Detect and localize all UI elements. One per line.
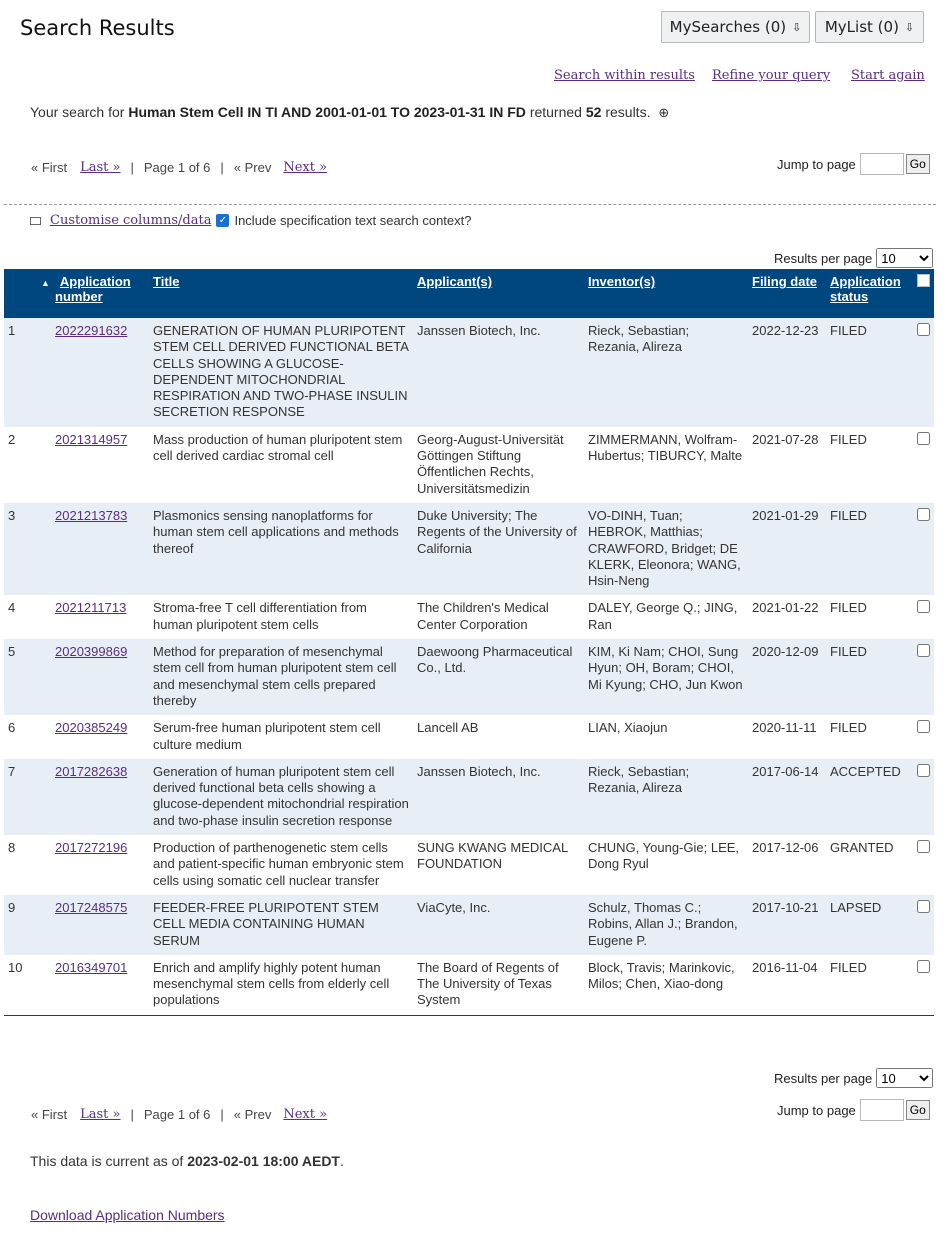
results-per-page-label: Results per page <box>774 250 873 266</box>
mylist-label: MyList (0) <box>824 18 899 36</box>
status-cell: FILED <box>826 715 913 759</box>
inventor-cell: KIM, Ki Nam; CHOI, Sung Hyun; OH, Boram; CHOI, Mi Kyung; CHO, Jun Kwon <box>584 639 748 715</box>
pager-first: « First <box>31 1107 68 1122</box>
results-per-page-select[interactable] <box>876 248 933 268</box>
search-within-results-link[interactable]: Search within results <box>554 68 695 83</box>
pager-next-link[interactable]: Next » <box>283 1107 328 1122</box>
filing-date-cell: 2017-12-06 <box>748 835 826 895</box>
select-cell <box>913 318 934 427</box>
title-cell: Method for preparation of mesenchymal stem cell from human pluripotent stem cell and mesenchymal stem cells prepared thereby <box>149 639 413 715</box>
application-number-cell <box>51 503 149 595</box>
results-per-page-bottom <box>774 1068 933 1088</box>
inventor-cell: ZIMMERMANN, Wolfram-Hubertus; TIBURCY, Malte <box>584 427 748 503</box>
filing-date-cell: 2022-12-23 <box>748 318 826 427</box>
application-number-cell <box>51 759 149 835</box>
applicant-cell: SUNG KWANG MEDICAL FOUNDATION <box>413 835 584 895</box>
select-all-checkbox[interactable] <box>917 274 930 287</box>
jump-label: Jump to page <box>777 156 856 172</box>
summary-count: 52 <box>585 104 602 120</box>
inventor-cell: Rieck, Sebastian; Rezania, Alireza <box>584 759 748 835</box>
download-application-numbers-link[interactable]: Download Application Numbers <box>30 1207 225 1223</box>
currency-prefix: This data is current as of <box>30 1153 184 1169</box>
select-cell <box>913 639 934 715</box>
title-cell: Mass production of human pluripotent stem cell derived cardiac stromal cell <box>149 427 413 503</box>
results-per-page-label: Results per page <box>774 1070 873 1086</box>
row-index: 1 <box>4 318 51 427</box>
header-app-number-line2: number <box>55 289 103 304</box>
applicant-cell: The Board of Regents of The University of Texas System <box>413 955 584 1015</box>
filing-date-cell: 2020-12-09 <box>748 639 826 715</box>
header-status-line1: Application <box>830 274 901 289</box>
jump-to-page-bottom <box>777 1099 930 1121</box>
table-row <box>4 835 934 895</box>
applicant-cell: Daewoong Pharmaceutical Co., Ltd. <box>413 639 584 715</box>
start-again-link[interactable]: Start again <box>851 68 925 83</box>
row-index: 6 <box>4 715 51 759</box>
status-cell: FILED <box>826 639 913 715</box>
header-applicants[interactable] <box>413 269 584 318</box>
table-row <box>4 955 934 1015</box>
pager-prev: « Prev <box>233 1107 272 1122</box>
pager-page-info: Page 1 of 6 <box>143 160 211 175</box>
header-filing-date-link[interactable]: Filing date <box>752 274 817 289</box>
inventor-cell: DALEY, George Q.; JING, Ran <box>584 595 748 639</box>
title-cell: Stroma-free T cell differentiation from human pluripotent stem cells <box>149 595 413 639</box>
select-cell <box>913 955 934 1015</box>
row-select-checkbox[interactable] <box>917 960 930 973</box>
table-row <box>4 503 934 595</box>
table-row <box>4 895 934 955</box>
application-number-cell <box>51 427 149 503</box>
sort-ascending-icon: ▲ <box>41 278 50 288</box>
status-cell: FILED <box>826 595 913 639</box>
applicant-cell: Lancell AB <box>413 715 584 759</box>
status-cell: FILED <box>826 318 913 427</box>
include-context-label: Include specification text search context? <box>234 213 472 228</box>
summary-prefix: Your search for <box>30 104 125 120</box>
application-number-cell <box>51 955 149 1015</box>
filing-date-cell: 2017-10-21 <box>748 895 826 955</box>
pager-first: « First <box>31 160 68 175</box>
filing-date-cell: 2021-01-22 <box>748 595 826 639</box>
jump-page-input[interactable] <box>860 1099 904 1121</box>
pager-separator: | <box>130 160 134 175</box>
application-number-link[interactable]: 2016349701 <box>55 959 128 975</box>
summary-suffix: results. <box>605 104 651 120</box>
results-per-page-top <box>774 248 933 268</box>
applicant-cell: Georg-August-Universität Göttingen Stiftung Öffentlichen Rechts, Universitätsmedizin <box>413 427 584 503</box>
application-number-link[interactable]: 2022291632 <box>55 323 128 338</box>
select-cell <box>913 427 934 503</box>
row-select-checkbox[interactable] <box>917 900 930 913</box>
pager-next-link[interactable]: Next » <box>283 160 328 175</box>
header-inventors[interactable] <box>584 269 748 318</box>
application-number-link[interactable]: 2021314957 <box>55 431 128 447</box>
select-cell <box>913 835 934 895</box>
filing-date-cell: 2016-11-04 <box>748 955 826 1015</box>
application-number-cell <box>51 715 149 759</box>
row-select-checkbox[interactable] <box>917 508 930 521</box>
application-number-cell <box>51 835 149 895</box>
application-number-cell <box>51 595 149 639</box>
table-row <box>4 715 934 759</box>
filing-date-cell: 2020-11-11 <box>748 715 826 759</box>
row-index: 4 <box>4 595 51 639</box>
inventor-cell: Schulz, Thomas C.; Robins, Allan J.; Brandon, Eugene P. <box>584 895 748 955</box>
title-cell: GENERATION OF HUMAN PLURIPOTENT STEM CELL DERIVED FUNCTIONAL BETA CELLS SHOWING A GLUCOSE-DEPENDENT MITOCHONDRIAL RESPIRATION AND TWO-PHASE INSULIN SECRETION RESPONSE <box>149 318 413 427</box>
header-applicants-link[interactable]: Applicant(s) <box>417 274 493 289</box>
select-cell <box>913 503 934 595</box>
download-arrow-icon: ⇩ <box>792 20 802 34</box>
jump-page-input[interactable] <box>860 153 904 175</box>
header-application-number-link[interactable] <box>55 274 131 304</box>
pager-bottom <box>31 1107 327 1122</box>
row-select-checkbox[interactable] <box>917 432 930 445</box>
application-number-link[interactable]: 2020399869 <box>55 644 128 660</box>
data-currency-note <box>30 1153 344 1169</box>
row-select-checkbox[interactable] <box>917 600 930 613</box>
table-row <box>4 427 934 503</box>
page-title: Search Results <box>20 16 175 40</box>
header-title[interactable] <box>149 269 413 318</box>
row-select-checkbox[interactable] <box>917 720 930 733</box>
status-cell: ACCEPTED <box>826 759 913 835</box>
mylist-button[interactable] <box>815 11 924 43</box>
applicant-cell: ViaCyte, Inc. <box>413 895 584 955</box>
application-number-cell <box>51 895 149 955</box>
applicant-cell: The Children's Medical Center Corporation <box>413 595 584 639</box>
results-per-page-select[interactable] <box>876 1068 933 1088</box>
status-cell: LAPSED <box>826 895 913 955</box>
status-cell: FILED <box>826 427 913 503</box>
header-filing-date[interactable] <box>748 269 826 318</box>
application-number-link[interactable]: 2021211713 <box>55 600 127 616</box>
row-index: 8 <box>4 835 51 895</box>
row-index: 3 <box>4 503 51 595</box>
search-summary <box>30 104 669 121</box>
select-cell <box>913 595 934 639</box>
title-cell: FEEDER-FREE PLURIPOTENT STEM CELL MEDIA CONTAINING HUMAN SERUM <box>149 895 413 955</box>
title-cell: Serum-free human pluripotent stem cell culture medium <box>149 715 413 759</box>
table-icon <box>30 217 41 225</box>
plus-icon[interactable]: ⊕ <box>658 106 670 121</box>
title-cell: Enrich and amplify highly potent human mesenchymal stem cells from elderly cell populations <box>149 955 413 1015</box>
inventor-cell: Rieck, Sebastian; Rezania, Alireza <box>584 318 748 427</box>
row-select-checkbox[interactable] <box>917 644 930 657</box>
inventor-cell: LIAN, Xiaojun <box>584 715 748 759</box>
applicant-cell: Janssen Biotech, Inc. <box>413 318 584 427</box>
select-cell <box>913 715 934 759</box>
application-number-cell <box>51 318 149 427</box>
pager-separator: | <box>220 160 224 175</box>
header-app-number-line1: Application <box>59 274 131 289</box>
inventor-cell: Block, Travis; Marinkovic, Milos; Chen, Xiao-dong <box>584 955 748 1015</box>
divider <box>4 204 936 205</box>
status-cell: FILED <box>826 503 913 595</box>
select-cell <box>913 759 934 835</box>
pager-last-link[interactable]: Last » <box>80 1107 121 1122</box>
summary-query: Human Stem Cell IN TI AND 2001-01-01 TO 2023-01-31 IN FD <box>128 104 526 120</box>
pager-prev: « Prev <box>233 160 272 175</box>
header-title-link[interactable]: Title <box>153 274 180 289</box>
table-row <box>4 595 934 639</box>
options-row <box>30 213 472 228</box>
pager-top <box>31 160 327 175</box>
results-table <box>4 269 934 1016</box>
title-cell: Plasmonics sensing nanoplatforms for human stem cell applications and methods thereof <box>149 503 413 595</box>
row-index: 10 <box>4 955 51 1015</box>
status-cell: FILED <box>826 955 913 1015</box>
table-header-row <box>4 269 934 318</box>
header-select-all[interactable] <box>913 269 934 318</box>
customise-columns-link[interactable]: Customise columns/data <box>50 213 212 228</box>
include-context-checkbox[interactable]: ✓ <box>216 214 229 227</box>
application-number-link[interactable]: 2021213783 <box>55 507 128 523</box>
currency-suffix: . <box>339 1153 344 1169</box>
inventor-cell: VO-DINH, Tuan; HEBROK, Matthias; CRAWFORD, Bridget; DE KLERK, Eleonora; WANG, Hsin-Neng <box>584 503 748 595</box>
row-index: 7 <box>4 759 51 835</box>
filing-date-cell: 2021-07-28 <box>748 427 826 503</box>
row-index: 2 <box>4 427 51 503</box>
row-select-checkbox[interactable] <box>917 840 930 853</box>
header-status-link[interactable] <box>830 274 901 304</box>
application-number-cell <box>51 639 149 715</box>
row-select-checkbox[interactable] <box>917 323 930 336</box>
title-cell: Production of parthenogenetic stem cells and patient-specific human embryonic stem cells using somatic cell nuclear transfer <box>149 835 413 895</box>
row-select-checkbox[interactable] <box>917 764 930 777</box>
jump-to-page-top <box>777 153 930 175</box>
header-inventors-link[interactable]: Inventor(s) <box>588 274 656 289</box>
row-index: 5 <box>4 639 51 715</box>
download-arrow-icon: ⇩ <box>904 20 915 34</box>
pager-separator: | <box>220 1107 224 1122</box>
header-application-number[interactable] <box>41 269 149 318</box>
application-number-link[interactable]: 2020385249 <box>55 720 128 736</box>
filing-date-cell: 2021-01-29 <box>748 503 826 595</box>
header-status-line2: status <box>830 289 869 304</box>
row-index: 9 <box>4 895 51 955</box>
header-application-status[interactable] <box>826 269 913 318</box>
currency-value: 2023-02-01 18:00 AEDT <box>187 1153 340 1169</box>
jump-label: Jump to page <box>777 1102 856 1118</box>
status-cell: GRANTED <box>826 835 913 895</box>
table-row <box>4 639 934 715</box>
application-number-link[interactable]: 2017282638 <box>55 763 128 779</box>
table-row <box>4 318 934 427</box>
pager-page-info: Page 1 of 6 <box>143 1107 211 1122</box>
title-cell: Generation of human pluripotent stem cell derived functional beta cells showing a glucose-dependent mitochondrial respiration and two-phase insulin secretion response <box>149 759 413 835</box>
mysearches-button[interactable] <box>661 11 810 43</box>
refine-query-link[interactable]: Refine your query <box>712 68 831 83</box>
pager-last-link[interactable]: Last » <box>80 160 121 175</box>
application-number-link[interactable]: 2017248575 <box>55 899 128 915</box>
pager-separator: | <box>130 1107 134 1122</box>
applicant-cell: Janssen Biotech, Inc. <box>413 759 584 835</box>
mysearches-label: MySearches (0) <box>669 18 787 36</box>
summary-returned: returned <box>529 104 582 120</box>
application-number-link[interactable]: 2017272196 <box>55 840 128 856</box>
filing-date-cell: 2017-06-14 <box>748 759 826 835</box>
inventor-cell: CHUNG, Young-Gie; LEE, Dong Ryul <box>584 835 748 895</box>
applicant-cell: Duke University; The Regents of the University of California <box>413 503 584 595</box>
go-button[interactable]: Go <box>906 1100 930 1120</box>
select-cell <box>913 895 934 955</box>
go-button[interactable]: Go <box>906 154 930 174</box>
table-row <box>4 759 934 835</box>
